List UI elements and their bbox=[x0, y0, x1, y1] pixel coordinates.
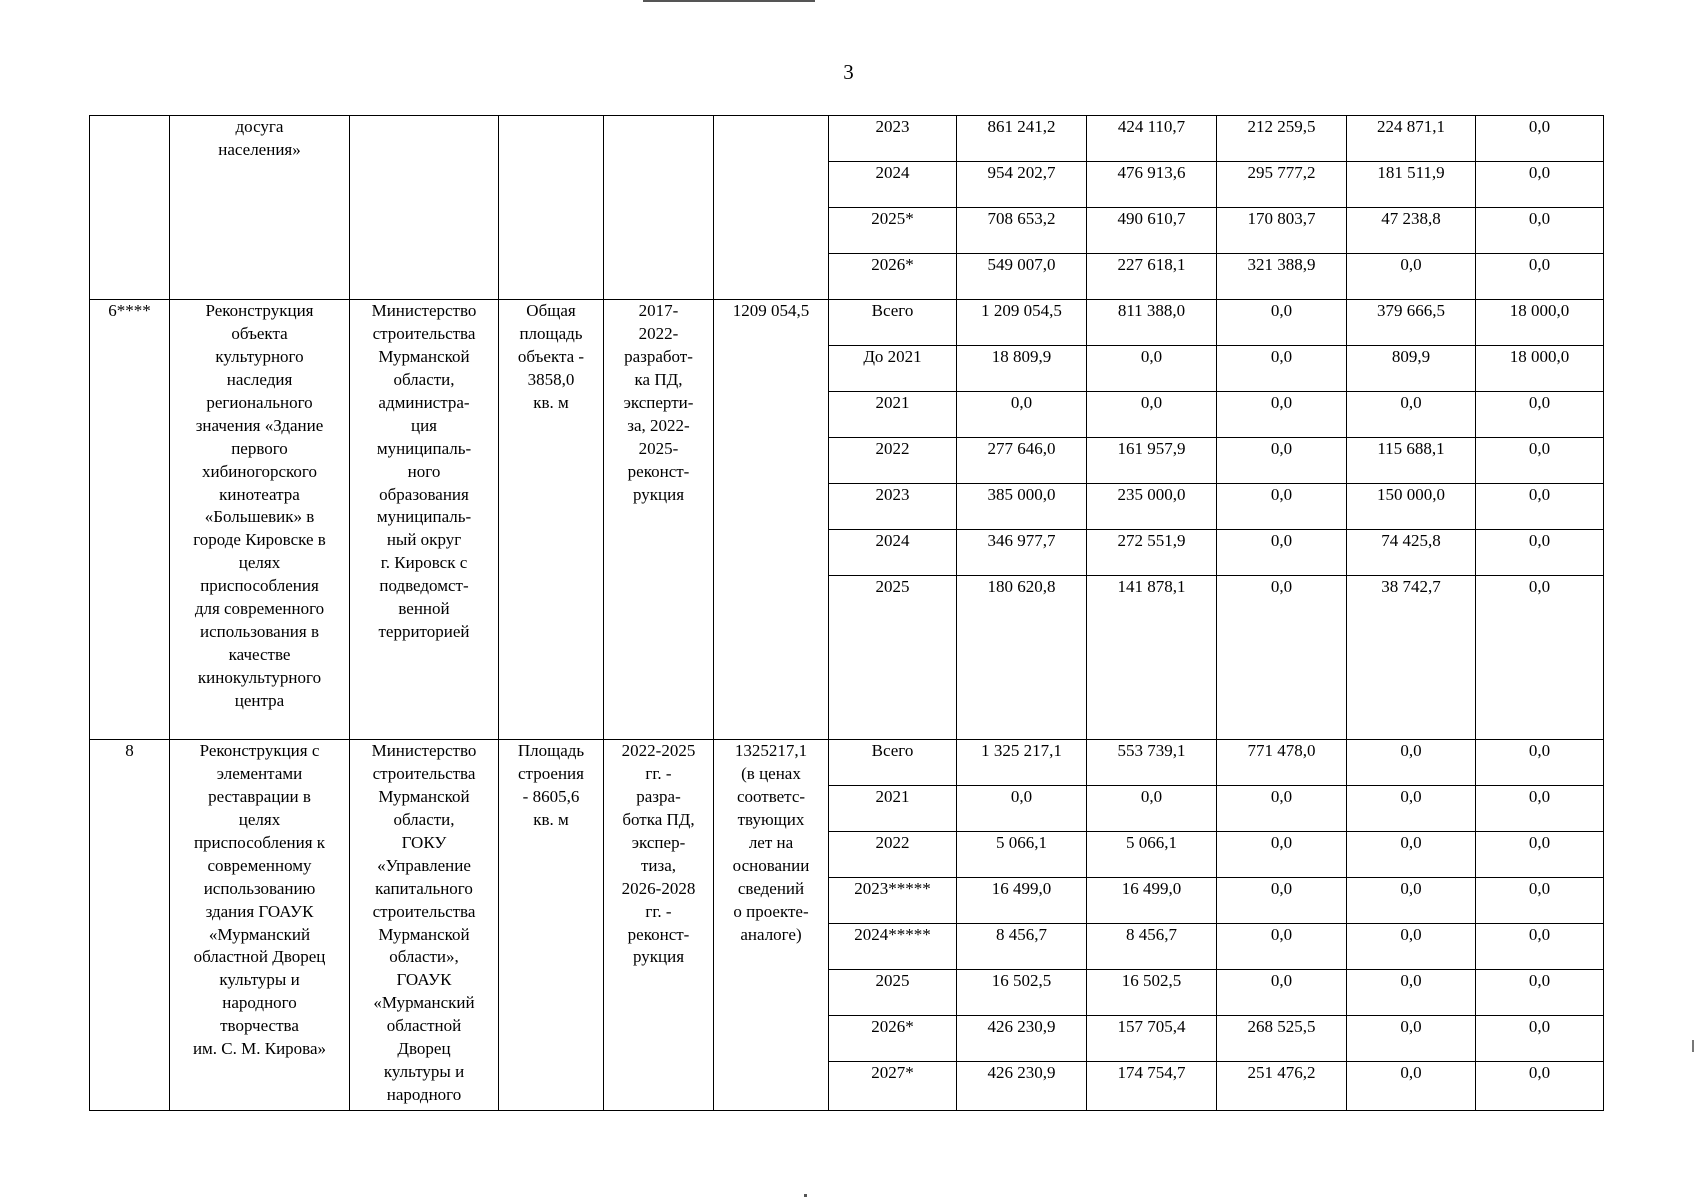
value-cell: 16 502,5 bbox=[957, 970, 1087, 1016]
value-cell: 174 754,7 bbox=[1087, 1062, 1217, 1111]
value-cell: 16 502,5 bbox=[1087, 970, 1217, 1016]
object-period bbox=[604, 116, 714, 300]
value-cell: 0,0 bbox=[1217, 970, 1347, 1016]
year-cell: 2024 bbox=[829, 162, 957, 208]
year-cell: 2027* bbox=[829, 1062, 957, 1111]
value-cell: 0,0 bbox=[1347, 878, 1476, 924]
value-cell: 212 259,5 bbox=[1217, 116, 1347, 162]
object-cost bbox=[714, 116, 829, 300]
year-cell: 2022 bbox=[829, 438, 957, 484]
value-cell: 0,0 bbox=[1347, 740, 1476, 786]
value-cell: 0,0 bbox=[1476, 878, 1604, 924]
value-cell: 0,0 bbox=[1347, 254, 1476, 300]
value-cell: 8 456,7 bbox=[1087, 924, 1217, 970]
year-cell: 2021 bbox=[829, 392, 957, 438]
value-cell: 1 209 054,5 bbox=[957, 300, 1087, 346]
year-cell: Всего bbox=[829, 740, 957, 786]
year-cell: 2024 bbox=[829, 530, 957, 576]
value-cell: 0,0 bbox=[1476, 116, 1604, 162]
value-cell: 0,0 bbox=[1476, 1062, 1604, 1111]
value-cell: 771 478,0 bbox=[1217, 740, 1347, 786]
object-name: досуга населения» bbox=[170, 116, 350, 300]
value-cell: 0,0 bbox=[1476, 832, 1604, 878]
value-cell: 0,0 bbox=[1476, 740, 1604, 786]
object-number bbox=[90, 116, 170, 300]
value-cell: 295 777,2 bbox=[1217, 162, 1347, 208]
value-cell: 277 646,0 bbox=[957, 438, 1087, 484]
value-cell: 18 000,0 bbox=[1476, 300, 1604, 346]
value-cell: 379 666,5 bbox=[1347, 300, 1476, 346]
value-cell: 18 000,0 bbox=[1476, 346, 1604, 392]
table-row bbox=[90, 740, 1604, 786]
object-name: Реконструкция с элементами реставрации в целях приспособления к современному использованию здания ГОАУК «Мурманский областной Дворец культуры и народного творчества им. С. М. Кирова» bbox=[170, 740, 350, 1111]
value-cell: 150 000,0 bbox=[1347, 484, 1476, 530]
object-number: 8 bbox=[90, 740, 170, 1111]
value-cell: 861 241,2 bbox=[957, 116, 1087, 162]
year-cell: 2026* bbox=[829, 1016, 957, 1062]
value-cell: 16 499,0 bbox=[1087, 878, 1217, 924]
value-cell: 0,0 bbox=[1217, 924, 1347, 970]
object-period: 2017- 2022- разработ- ка ПД, эксперти- за, 2022- 2025- реконст- рукция bbox=[604, 300, 714, 740]
value-cell: 0,0 bbox=[957, 392, 1087, 438]
value-cell: 161 957,9 bbox=[1087, 438, 1217, 484]
value-cell: 0,0 bbox=[1217, 576, 1347, 740]
value-cell: 0,0 bbox=[957, 786, 1087, 832]
value-cell: 1 325 217,1 bbox=[957, 740, 1087, 786]
value-cell: 8 456,7 bbox=[957, 924, 1087, 970]
object-name: Реконструкция объекта культурного наследия регионального значения «Здание первого хибиногорского кинотеатра «Большевик» в городе Кировске в целях приспособления для современного использования в качестве кинокультурного центра bbox=[170, 300, 350, 740]
value-cell: 0,0 bbox=[1217, 346, 1347, 392]
value-cell: 954 202,7 bbox=[957, 162, 1087, 208]
value-cell: 426 230,9 bbox=[957, 1062, 1087, 1111]
value-cell: 0,0 bbox=[1217, 392, 1347, 438]
object-cost: 1325217,1 (в ценах соответс- твующих лет на основании сведений о проекте- аналоге) bbox=[714, 740, 829, 1111]
value-cell: 0,0 bbox=[1217, 786, 1347, 832]
value-cell: 346 977,7 bbox=[957, 530, 1087, 576]
value-cell: 0,0 bbox=[1476, 1016, 1604, 1062]
value-cell: 5 066,1 bbox=[957, 832, 1087, 878]
value-cell: 708 653,2 bbox=[957, 208, 1087, 254]
value-cell: 251 476,2 bbox=[1217, 1062, 1347, 1111]
value-cell: 0,0 bbox=[1476, 530, 1604, 576]
value-cell: 424 110,7 bbox=[1087, 116, 1217, 162]
value-cell: 0,0 bbox=[1347, 924, 1476, 970]
object-capacity: Общая площадь объекта - 3858,0 кв. м bbox=[499, 300, 604, 740]
value-cell: 0,0 bbox=[1476, 786, 1604, 832]
value-cell: 0,0 bbox=[1217, 530, 1347, 576]
value-cell: 5 066,1 bbox=[1087, 832, 1217, 878]
value-cell: 224 871,1 bbox=[1347, 116, 1476, 162]
value-cell: 0,0 bbox=[1217, 832, 1347, 878]
value-cell: 0,0 bbox=[1476, 392, 1604, 438]
value-cell: 74 425,8 bbox=[1347, 530, 1476, 576]
object-capacity: Площадь строения - 8605,6 кв. м bbox=[499, 740, 604, 1111]
year-cell: 2025* bbox=[829, 208, 957, 254]
value-cell: 385 000,0 bbox=[957, 484, 1087, 530]
value-cell: 549 007,0 bbox=[957, 254, 1087, 300]
year-cell: 2023 bbox=[829, 484, 957, 530]
value-cell: 47 238,8 bbox=[1347, 208, 1476, 254]
object-customer: Министерство строительства Мурманской области, администра- ция муниципаль- ного образования муниципаль- ный округ г. Кировск с подведомст- венной территорией bbox=[350, 300, 499, 740]
year-cell: 2025 bbox=[829, 970, 957, 1016]
value-cell: 811 388,0 bbox=[1087, 300, 1217, 346]
value-cell: 0,0 bbox=[1476, 438, 1604, 484]
value-cell: 809,9 bbox=[1347, 346, 1476, 392]
value-cell: 227 618,1 bbox=[1087, 254, 1217, 300]
year-cell: 2023 bbox=[829, 116, 957, 162]
year-cell: 2023***** bbox=[829, 878, 957, 924]
table-row bbox=[90, 116, 1604, 162]
year-cell: Всего bbox=[829, 300, 957, 346]
value-cell: 0,0 bbox=[1476, 924, 1604, 970]
value-cell: 0,0 bbox=[1217, 438, 1347, 484]
object-number: 6**** bbox=[90, 300, 170, 740]
value-cell: 115 688,1 bbox=[1347, 438, 1476, 484]
value-cell: 0,0 bbox=[1347, 970, 1476, 1016]
value-cell: 38 742,7 bbox=[1347, 576, 1476, 740]
value-cell: 181 511,9 bbox=[1347, 162, 1476, 208]
value-cell: 18 809,9 bbox=[957, 346, 1087, 392]
value-cell: 476 913,6 bbox=[1087, 162, 1217, 208]
value-cell: 426 230,9 bbox=[957, 1016, 1087, 1062]
top-rule bbox=[643, 0, 815, 2]
value-cell: 268 525,5 bbox=[1217, 1016, 1347, 1062]
value-cell: 321 388,9 bbox=[1217, 254, 1347, 300]
value-cell: 141 878,1 bbox=[1087, 576, 1217, 740]
year-cell: До 2021 bbox=[829, 346, 957, 392]
object-customer: Министерство строительства Мурманской области, ГОКУ «Управление капитального строительства Мурманской области», ГОАУК «Мурманский областной Дворец культуры и народного bbox=[350, 740, 499, 1111]
value-cell: 180 620,8 bbox=[957, 576, 1087, 740]
value-cell: 0,0 bbox=[1347, 832, 1476, 878]
value-cell: 0,0 bbox=[1476, 970, 1604, 1016]
value-cell: 0,0 bbox=[1476, 576, 1604, 740]
year-cell: 2021 bbox=[829, 786, 957, 832]
year-cell: 2026* bbox=[829, 254, 957, 300]
object-customer bbox=[350, 116, 499, 300]
value-cell: 0,0 bbox=[1087, 346, 1217, 392]
value-cell: 0,0 bbox=[1087, 392, 1217, 438]
year-cell: 2022 bbox=[829, 832, 957, 878]
value-cell: 0,0 bbox=[1347, 392, 1476, 438]
scan-edge-mark bbox=[1692, 1040, 1694, 1052]
value-cell: 490 610,7 bbox=[1087, 208, 1217, 254]
value-cell: 0,0 bbox=[1217, 484, 1347, 530]
table-body bbox=[90, 116, 1604, 1111]
value-cell: 0,0 bbox=[1476, 254, 1604, 300]
object-cost: 1209 054,5 bbox=[714, 300, 829, 740]
value-cell: 272 551,9 bbox=[1087, 530, 1217, 576]
value-cell: 0,0 bbox=[1476, 484, 1604, 530]
year-cell: 2024***** bbox=[829, 924, 957, 970]
value-cell: 0,0 bbox=[1217, 300, 1347, 346]
value-cell: 0,0 bbox=[1476, 162, 1604, 208]
investment-table bbox=[89, 115, 1604, 1111]
value-cell: 235 000,0 bbox=[1087, 484, 1217, 530]
value-cell: 0,0 bbox=[1476, 208, 1604, 254]
value-cell: 170 803,7 bbox=[1217, 208, 1347, 254]
object-capacity bbox=[499, 116, 604, 300]
object-period: 2022-2025 гг. - разра- ботка ПД, экспер- тиза, 2026-2028 гг. - реконст- рукция bbox=[604, 740, 714, 1111]
table-row bbox=[90, 300, 1604, 346]
value-cell: 157 705,4 bbox=[1087, 1016, 1217, 1062]
value-cell: 0,0 bbox=[1347, 786, 1476, 832]
page-number: 3 bbox=[843, 60, 854, 84]
value-cell: 0,0 bbox=[1087, 786, 1217, 832]
value-cell: 16 499,0 bbox=[957, 878, 1087, 924]
year-cell: 2025 bbox=[829, 576, 957, 740]
value-cell: 0,0 bbox=[1217, 878, 1347, 924]
value-cell: 0,0 bbox=[1347, 1016, 1476, 1062]
value-cell: 553 739,1 bbox=[1087, 740, 1217, 786]
value-cell: 0,0 bbox=[1347, 1062, 1476, 1111]
scan-mark bbox=[804, 1194, 807, 1197]
